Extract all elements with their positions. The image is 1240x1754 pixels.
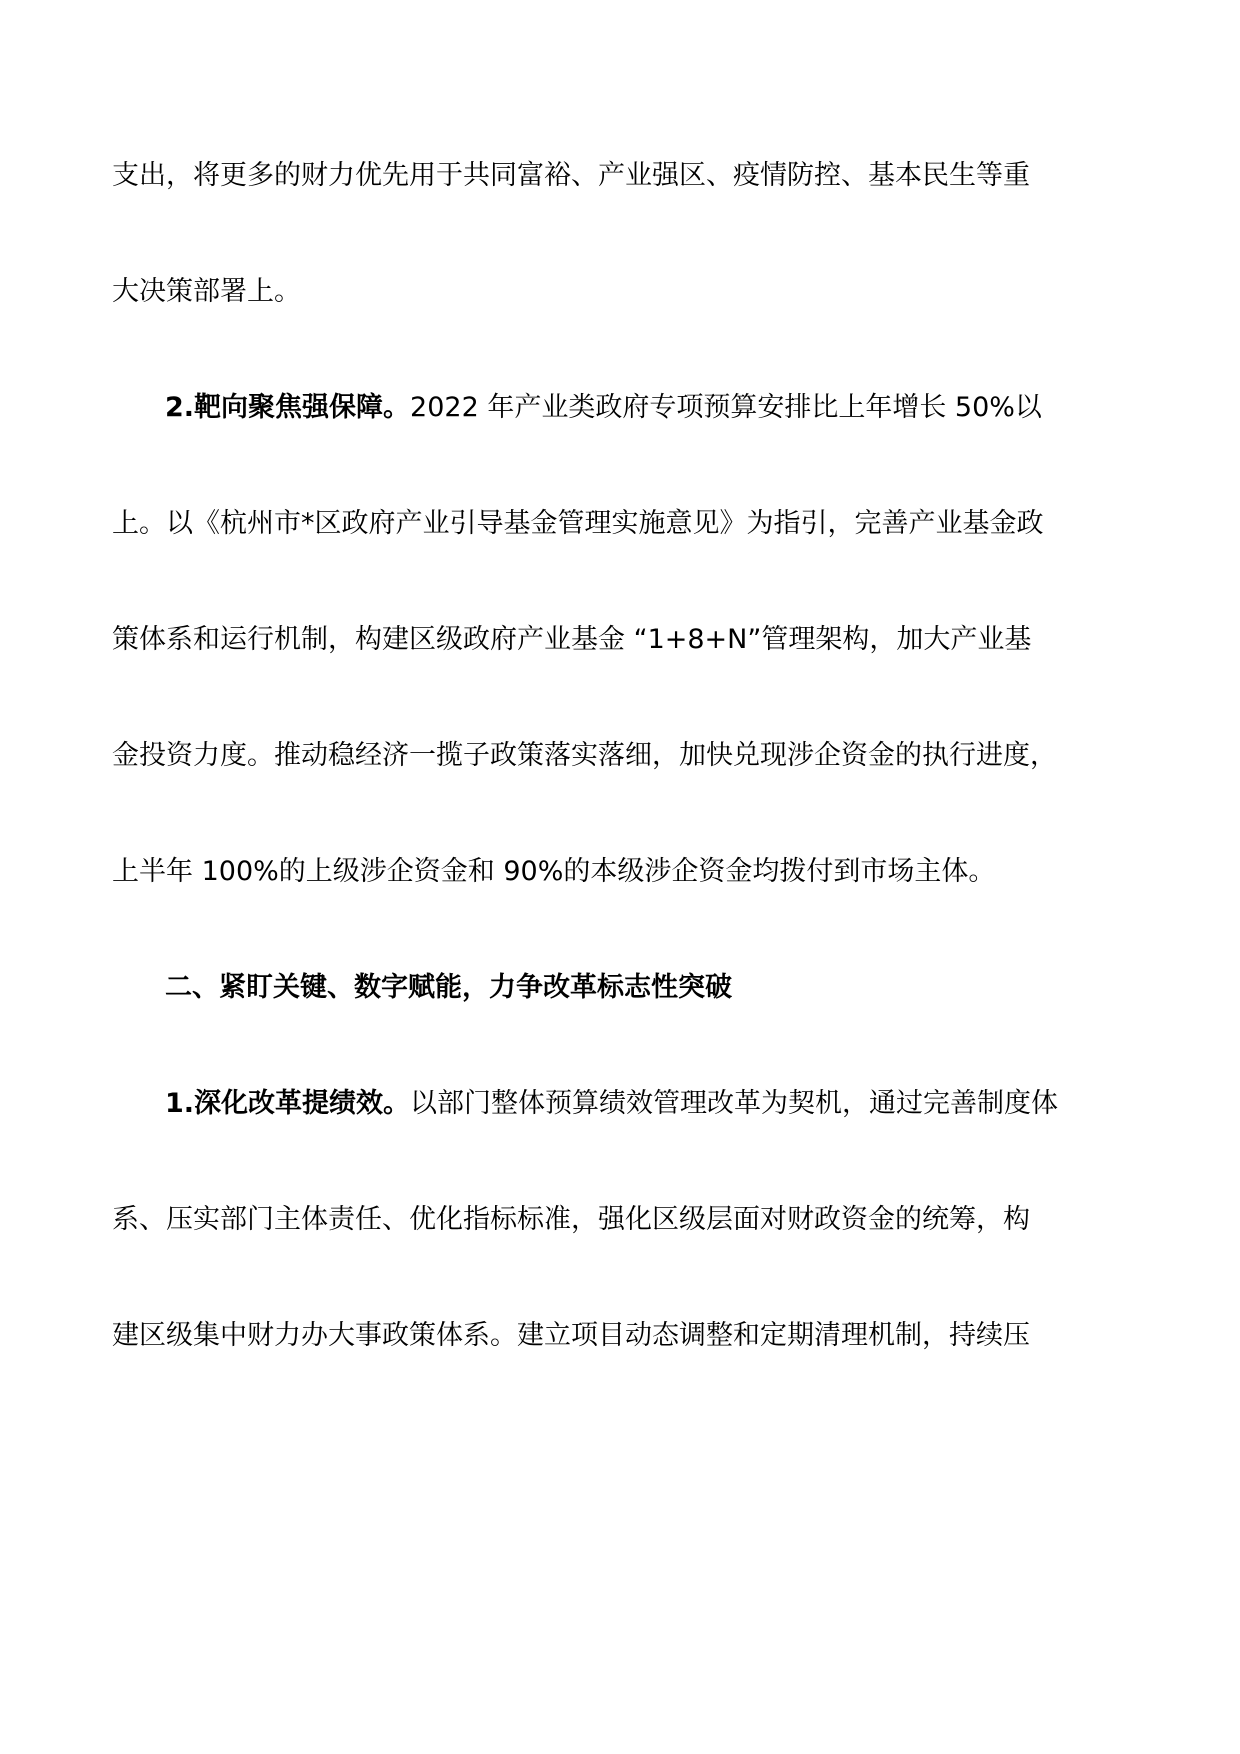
paragraph-line-2 [112, 272, 1152, 312]
line-text: 2022 年产业类政府专项预算安排比上年增长 50%以 [410, 392, 1042, 423]
paragraph-line-1 [112, 156, 1152, 196]
line-text: 上半年 100%的上级涉企资金和 90%的本级涉企资金均拨付到市场主体。 [112, 856, 996, 887]
line-text: 系、压实部门主体责任、优化指标标准，强化区级层面对财政资金的统筹，构 [112, 1204, 1030, 1235]
line-text: 建区级集中财力办大事政策体系。建立项目动态调整和定期清理机制，持续压 [112, 1320, 1030, 1351]
heading-text: 二、紧盯关键、数字赋能，力争改革标志性突破 [165, 972, 732, 1003]
section-lead: 2.靶向聚焦强保障。 [165, 392, 411, 423]
paragraph-line-7 [112, 852, 1152, 892]
line-text: 支出，将更多的财力优先用于共同富裕、产业强区、疫情防控、基本民生等重 [112, 160, 1030, 191]
line-text: 上。以《杭州市*区政府产业引导基金管理实施意见》为指引，完善产业基金政 [112, 508, 1044, 539]
line-text: 以部门整体预算绩效管理改革为契机，通过完善制度体 [410, 1088, 1059, 1119]
paragraph-line-6 [112, 736, 1152, 776]
paragraph-line-5 [112, 620, 1152, 660]
paragraph-line-10 [112, 1200, 1152, 1240]
paragraph-line-4 [112, 504, 1152, 544]
section-lead: 1.深化改革提绩效。 [165, 1088, 411, 1119]
line-text: 策体系和运行机制，构建区级政府产业基金 “1+8+N”管理架构，加大产业基 [112, 624, 1032, 655]
paragraph-line-3 [165, 388, 1155, 428]
line-text: 金投资力度。推动稳经济一揽子政策落实落细，加快兑现涉企资金的执行进度， [112, 740, 1057, 771]
line-text: 大决策部署上。 [112, 276, 301, 307]
section-heading [165, 968, 1155, 1008]
paragraph-line-11 [112, 1316, 1152, 1356]
paragraph-line-9 [165, 1084, 1155, 1124]
